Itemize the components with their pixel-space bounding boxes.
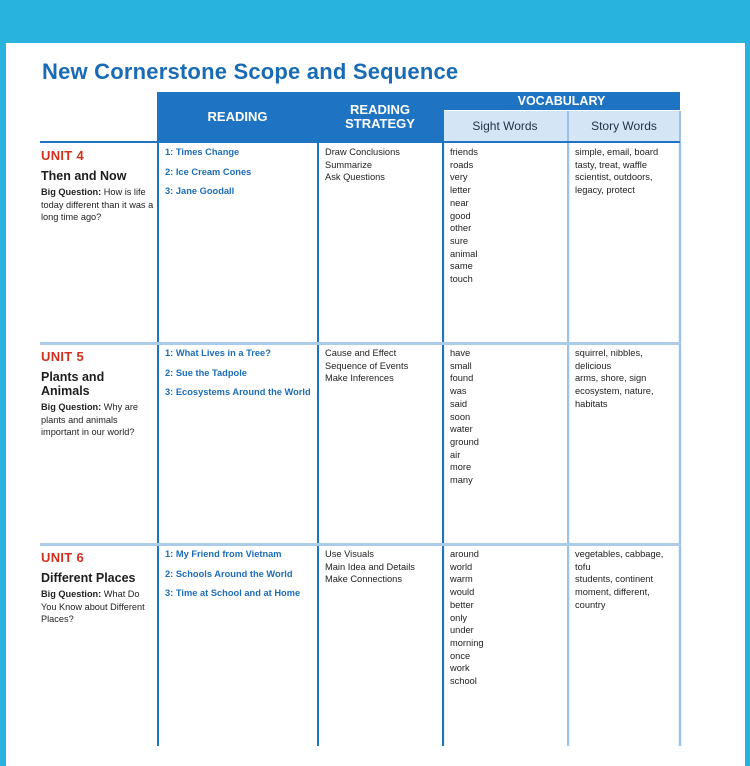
unit-5-strategy-1: Cause and Effect [325,348,397,358]
unit-4-story-words [575,146,677,197]
story-words-line: students, continent [575,574,654,585]
story-words-line: vegetables, cabbage, [575,549,664,559]
sight-word: have [450,348,471,358]
sight-word: morning [450,637,484,648]
sight-word: water [450,424,473,435]
sight-word: friends [450,147,478,157]
header-vocabulary: VOCABULARY [443,92,680,110]
unit-6-sight-words [450,548,484,688]
unit-6-strategy-list [325,548,415,586]
unit-4-reading-2: 2: Ice Cream Cones [165,166,252,177]
story-words-line: squirrel, nibbles, [575,348,643,358]
sight-word: other [450,223,472,234]
unit-6-strategy-1: Use Visuals [325,549,374,559]
unit-4-big-question [41,186,155,224]
unit-5-reading-list [165,344,311,403]
sight-word: under [450,625,474,636]
grid-line-h-unit5 [40,342,681,345]
grid-line-v1 [157,92,159,746]
unit-4-strategy-list [325,146,400,184]
sight-word: once [450,650,471,661]
subheader-story-words: Story Words [568,111,680,141]
sight-word: found [450,373,474,384]
subheader-sight-words: Sight Words [443,111,567,141]
big-question-label: Big Question: [41,402,102,412]
sight-word: many [450,475,473,486]
unit-4-sight-words [450,146,478,286]
unit-6-reading-list [165,545,300,604]
sight-word: letter [450,185,471,196]
big-question-label: Big Question: [41,187,102,197]
sight-word: good [450,210,471,221]
sight-word: more [450,462,472,473]
unit-5-reading-3: 3: Ecosystems Around the World [165,387,311,398]
sight-word: would [450,587,475,598]
story-words-line: scientist, outdoors, [575,172,653,183]
story-words-line: moment, different, [575,587,650,598]
header-reading-strategy [318,92,442,141]
story-words-line: ecosystem, nature, [575,386,654,397]
sight-word: work [450,663,470,674]
unit-6-reading-3: 3: Time at School and at Home [165,588,301,599]
story-words-line: tofu [575,561,591,572]
unit-5-reading-2: 2: Sue the Tadpole [165,367,247,378]
grid-line-v3 [442,92,444,746]
grid-line-v4 [567,111,569,746]
sight-word: world [450,561,473,572]
unit-5-label: UNIT 5 [41,349,84,364]
header-strategy-line1: READING [350,101,410,117]
grid-line-v5 [679,111,681,746]
sight-word: sure [450,235,469,246]
story-words-line: tasty, treat, waffle [575,159,647,170]
unit-4-name: Then and Now [41,169,127,183]
sight-word: only [450,612,468,623]
unit-4-question-text: How is life today different than it was a long time ago? [41,187,154,223]
sight-word: very [450,172,468,183]
unit-5-strategy-list [325,347,408,385]
story-words-line: legacy, protect [575,185,635,196]
unit-6-question-text: What Do You Know about Different Places? [41,589,145,625]
sight-word: said [450,398,468,409]
story-words-line: habitats [575,398,608,409]
unit-6-strategy-3: Make Connections [325,574,402,585]
unit-5-name-line1: Plants and [41,370,105,384]
sight-word: roads [450,159,474,170]
header-strategy-line2: STRATEGY [345,115,415,131]
unit-6-name: Different Places [41,571,136,585]
story-words-line: country [575,599,606,610]
big-question-label: Big Question: [41,589,102,599]
sight-word: ground [450,436,479,447]
unit-5-story-words [575,347,677,411]
grid-line-v2 [317,92,319,746]
grid-line-h-unit6 [40,543,681,546]
header-reading: READING [158,92,317,141]
top-frame-bar [0,0,750,43]
unit-4-label: UNIT 4 [41,148,84,163]
unit-5-question-text: Why are plants and animals important in our world? [41,402,139,438]
unit-4-reading-list [165,143,251,202]
unit-4-reading-1: 1: Times Change [165,147,240,157]
unit-5-strategy-3: Make Inferences [325,373,394,384]
unit-6-reading-2: 2: Schools Around the World [165,568,293,579]
story-words-line: arms, shore, sign [575,373,647,384]
page-title: New Cornerstone Scope and Sequence [42,59,459,84]
scope-sequence-page [6,43,745,766]
sight-word: was [450,386,467,397]
unit-5-big-question [41,401,155,439]
grid-line-h-header [40,141,680,143]
sight-word: small [450,360,472,371]
unit-5-strategy-2: Sequence of Events [325,360,409,371]
unit-5-reading-1: 1: What Lives in a Tree? [165,348,271,358]
unit-4-reading-3: 3: Jane Goodall [165,186,235,197]
sight-word: around [450,549,479,559]
unit-6-strategy-2: Main Idea and Details [325,561,415,572]
sight-word: near [450,197,469,208]
right-frame-bar [745,0,750,766]
unit-5-name [41,370,151,398]
sight-word: school [450,676,477,687]
unit-6-big-question [41,588,155,626]
unit-6-story-words [575,548,677,612]
unit-4-strategy-2: Summarize [325,159,373,170]
unit-6-reading-1: 1: My Friend from Vietnam [165,549,282,559]
unit-5-sight-words [450,347,479,487]
story-words-line: simple, email, board [575,147,659,157]
sight-word: soon [450,411,471,422]
unit-4-strategy-3: Ask Questions [325,172,385,183]
sight-word: air [450,449,461,460]
unit-6-label: UNIT 6 [41,550,84,565]
sight-word: touch [450,274,473,285]
story-words-line: delicious [575,360,612,371]
unit-5-name-line2: Animals [41,384,90,398]
sight-word: better [450,599,474,610]
sight-word: animal [450,248,478,259]
unit-4-strategy-1: Draw Conclusions [325,147,400,157]
sight-word: same [450,261,473,272]
sight-word: warm [450,574,473,585]
